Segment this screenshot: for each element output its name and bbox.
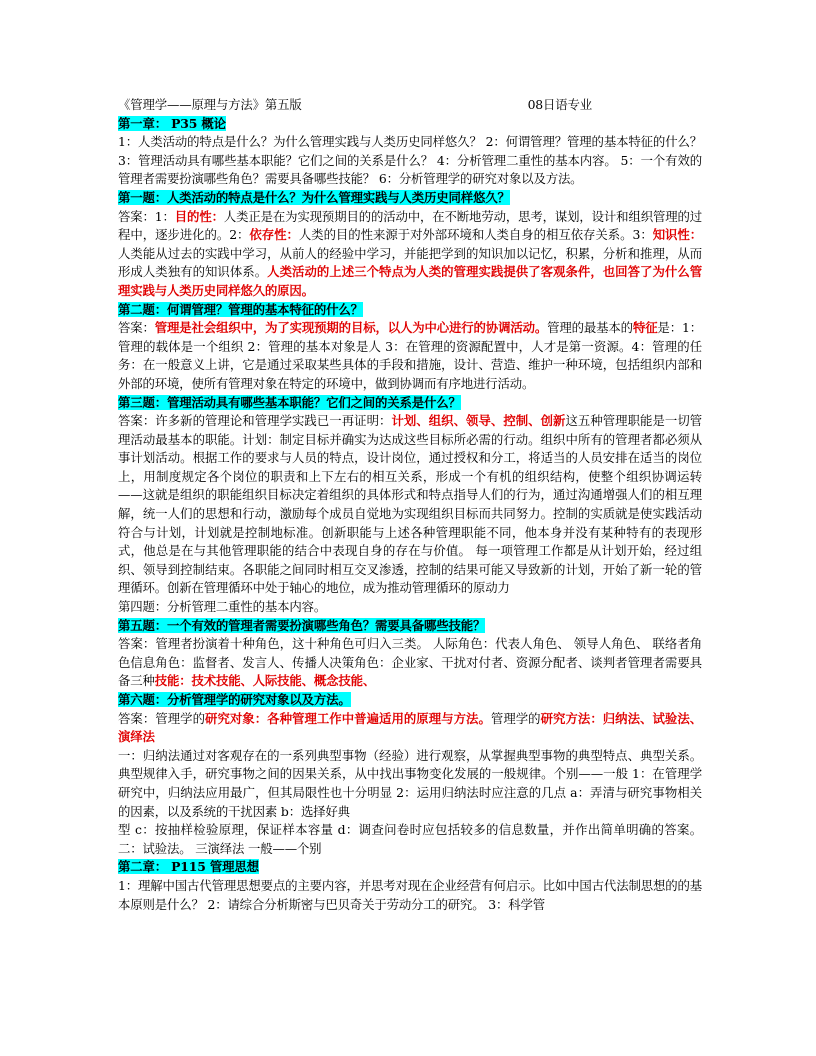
- chapter-2-questions: 1：理解中国古代管理思想要点的主要内容，并思考对现在企业经营有何启示。比如中国古代法制思想的的基本原则是什么？ 2：请综合分析斯密与巴贝奇关于劳动分工的研究。 3：科学管: [118, 877, 702, 912]
- document-header: [118, 96, 702, 115]
- question-1-answer: 答案：1：目的性：人类正是在为实现预期目的的活动中，在不断地劳动，思考，谋划，设计和组织管理的过程中，逐步进化的。2：依存性：人类的目的性来源于对外部环境和人类自身的相互依存关系。3：知识性：人类能从过去的实践中学习，从前人的经验中学习，并能把学到的知识加以记忆，积累，分析和推理，从而形成人类独有的知识体系。人类活动的上述三个特点为人类的管理实践提供了客观条件，也回答了为什么管理实践与人类历史同样悠久的原因。: [118, 208, 702, 298]
- question-6-answer: 答案：管理学的研究对象：各种管理工作中普遍适用的原理与方法。管理学的研究方法：归纳法、试验法、演绎法: [118, 710, 702, 745]
- question-3-answer: 答案：许多新的管理论和管理学实践已一再证明：计划、组织、领导、控制、创新这五种管理职能是一切管理活动最基本的职能。计划：制定目标并确实为达成这些目标所必需的行动。组织中所有的管理者都必须从事计划活动。根据工作的要求与人员的特点，设计岗位，通过授权和分工，将适当的人员安排在适当的岗位上，用制度规定各个岗位的职责和上下左右的相互关系，形成一个有机的组织结构，使整个组织协调运转——这就是组织的职能组织目标决定着组织的具体形式和特点指导人们的行为，通过沟通增强人们的相互理解，统一人们的思想和行动，激励每个成员自觉地为实现组织目标而共同努力。控制的实质就是使实践活动符合与计划，计划就是控制地标准。创新职能与上述各种管理职能不同，他本身并没有某种特有的表现形式，他总是在与其他管理职能的结合中表现自身的存在与价值。 每一项管理工作都是从计划开始，经过组织、领导到控制结束。各职能之间同时相互交叉渗透，控制的结果可能又导致新的计划，开始了新一轮的管理循环。创新在管理循环中处于轴心的地位，成为推动管理循环的原动力: [118, 413, 703, 596]
- question-6-methods: 一：归纳法通过对客观存在的一系列典型事物（经验）进行观察，从掌握典型事物的典型特点、典型关系。典型规律入手，研究事物之间的因果关系，从中找出事物变化发展的一般规律。个别——一般 1：在管理学研究中，归纳法应用最广，但其局限性也十分明显 2：运用归纳法时应注意的几点 a：弄清与研究事物相关的因素，以及系统的干扰因素 b：选择好典: [118, 747, 702, 819]
- class-label: 08日语专业: [527, 97, 592, 112]
- question-5-heading: 第五题：一个有效的管理者需要扮演哪些角色？需要具备哪些技能？: [118, 617, 486, 633]
- question-2-answer: 答案：管理是社会组织中，为了实现预期的目标，以人为中心进行的协调活动。管理的最基本的特征是：1：管理的载体是一个组织 2：管理的基本对象是人 3：在管理的资源配置中，人才是第一资源。4：管理的任务：在一般意义上讲，它是通过采取某些具体的手段和措施，设计、营造、维护一种环境，包括组织内部和外部的环境，使所有管理对象在特定的环境中，做到协调而有序地进行活动。: [118, 320, 702, 391]
- chapter-2-heading: 第二章： P115 管理思想: [118, 859, 259, 875]
- question-2-heading: 第二题：何谓管理？管理的基本特征的什么？: [118, 301, 363, 317]
- chapter-1-questions: 1：人类活动的特点是什么？为什么管理实践与人类历史同样悠久？ 2：何谓管理？管理的基本特征的什么？ 3：管理活动具有哪些基本职能？它们之间的关系是什么？ 4：分析管理二重性的基本内容。 5：一个有效的管理者需要扮演哪些角色？需要具备哪些技能？ 6：分析管理学的研究对象以及方法。: [118, 134, 702, 187]
- question-6-heading: 第六题：分析管理学的研究对象以及方法。: [118, 692, 351, 707]
- document-body: [118, 96, 702, 914]
- question-6-methods-cont: 型 c：按抽样检验原理，保证样本容量 d：调查问卷时应包括较多的信息数量，并作出简单明确的答案。 二：试验法。 三演绎法 一般——个别: [118, 822, 702, 856]
- question-4-line: 第四题：分析管理二重性的基本内容。: [118, 599, 327, 615]
- question-1-heading: 第一题：人类活动的特点是什么？为什么管理实践与人类历史同样悠久？: [118, 189, 510, 205]
- book-title: 《管理学——原理与方法》第五版: [118, 97, 302, 112]
- question-5-answer: 答案：管理者扮演着十种角色，这十种角色可归入三类。 人际角色：代表人角色、 领导人角色、 联络者角色信息角色：监督者、发言人、传播人决策角色：企业家、干扰对付者、资源分配者、谈判者管理者需要具备三种技能：技术技能、人际技能、概念技能、: [118, 636, 702, 689]
- question-3-heading: 第三题：管理活动具有哪些基本职能？它们之间的关系是什么？: [118, 394, 461, 410]
- chapter-1-heading: 第一章： P35 概论: [118, 115, 226, 131]
